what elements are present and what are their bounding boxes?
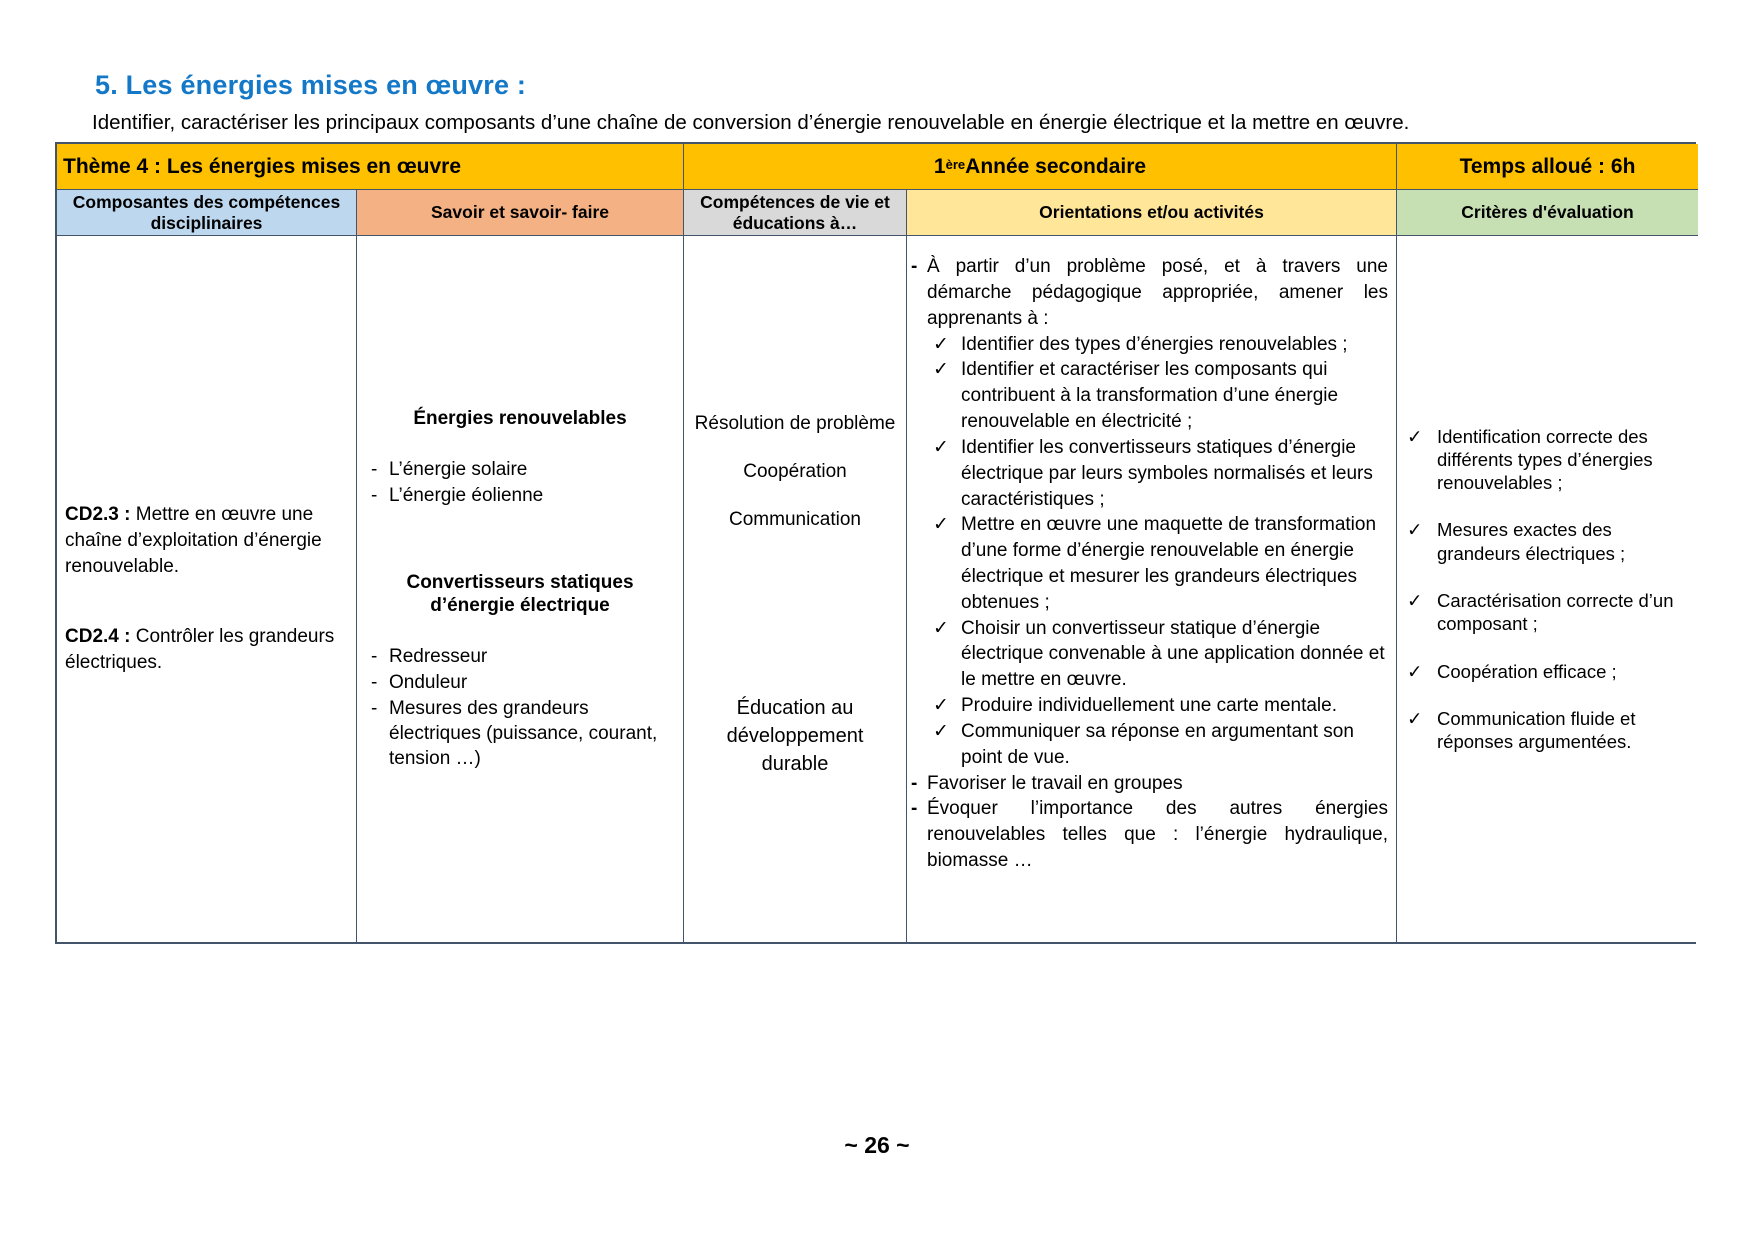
list-item-text: Identifier et caractériser les composants qui contribuent à la transformation d’une énergie renouvelable en électricité ; — [961, 359, 1339, 433]
cell-savoir — [357, 236, 684, 942]
list-item — [1407, 660, 1690, 683]
dash-icon: - — [371, 697, 378, 719]
column-header-savoir: Savoir et savoir- faire — [357, 190, 684, 236]
orientation-dash-item — [911, 796, 1388, 873]
list-item — [371, 670, 669, 696]
list-item — [933, 332, 1388, 358]
list-item — [933, 357, 1388, 434]
check-icon: ✓ — [933, 695, 949, 717]
column-header-composantes: Composantes des compétences disciplinaires — [57, 190, 357, 236]
dash-icon: - — [911, 772, 918, 794]
competence-code: CD2.4 : — [65, 625, 131, 647]
list-item-text: Mesures exactes des grandeurs électriques ; — [1437, 519, 1626, 564]
dash-icon: - — [371, 484, 378, 506]
list-item-text: Caractérisation correcte d’un composant ; — [1437, 590, 1674, 635]
table-year-cell: 1 $^{ère}$ Année secondaire — [684, 144, 1397, 190]
orientation-check-list — [911, 332, 1388, 771]
list-item — [933, 512, 1388, 615]
section-heading: 5. Les énergies mises en œuvre : — [95, 70, 527, 100]
competence-code: CD2.3 : — [65, 504, 131, 526]
savoir-section-title: Convertisseurs statiques d’énergie électrique — [406, 571, 634, 617]
table-theme-cell — [57, 144, 684, 190]
dash-icon: - — [371, 646, 378, 668]
dash-icon: - — [911, 798, 918, 820]
list-item — [1407, 425, 1690, 495]
dash-icon: - — [371, 671, 378, 693]
check-icon: ✓ — [933, 720, 949, 742]
check-icon: ✓ — [933, 333, 949, 355]
competence-text: Mettre en œuvre une chaîne d’exploitation d’énergie renouvelable. — [65, 504, 322, 578]
list-item-text: Identifier des types d’énergies renouvelables ; — [961, 333, 1348, 355]
list-item — [1407, 589, 1690, 636]
list-item — [371, 457, 669, 483]
list-item-text: Mesures des grandeurs électriques (puissance, courant, tension …) — [389, 697, 658, 769]
competence-item — [65, 502, 348, 579]
competence-text: Contrôler les grandeurs électriques. — [65, 625, 335, 673]
list-item-text: Communiquer sa réponse en argumentant son point de vue. — [961, 720, 1354, 768]
list-item-text: L’énergie éolienne — [389, 484, 544, 506]
header-block — [0, 70, 1754, 136]
check-icon: ✓ — [933, 617, 949, 639]
year-label: Année secondaire — [965, 154, 1147, 178]
list-item — [933, 693, 1388, 719]
page-number: ~ 26 ~ — [844, 1132, 910, 1159]
vie-item: Communication — [729, 509, 861, 531]
list-item-text: Identification correcte des différents types d’énergies renouvelables ; — [1437, 425, 1653, 494]
orientation-intro-text: À partir d’un problème posé, et à travers une démarche pédagogique appropriée, amener les apprenants à : — [927, 256, 1388, 329]
column-header-orientations: Orientations et/ou activités — [907, 190, 1397, 236]
vie-education-item: Éducation au développement durable — [726, 697, 864, 776]
list-item-text: Redresseur — [389, 646, 488, 668]
list-item-text: Mettre en œuvre une maquette de transformation d’une forme d’énergie renouvelable en énergie électrique et mesurer les grandeurs électriques obtenues ; — [961, 514, 1377, 613]
intro-text: Identifier, caractériser les principaux composants d’une chaîne de conversion d’énergie renouvelable en énergie électrique et la mettre en œuvre. — [92, 111, 1410, 134]
cell-criteres — [1397, 236, 1698, 942]
list-item-text: Favoriser le travail en groupes — [927, 772, 1183, 794]
list-item-text: Identifier les convertisseurs statiques d’énergie électrique par leurs symboles normalisés et leurs caractéristiques ; — [961, 436, 1373, 510]
list-item — [933, 616, 1388, 693]
list-item — [933, 435, 1388, 512]
list-item-text: Onduleur — [389, 671, 468, 693]
list-item-text: Produire individuellement une carte mentale. — [961, 695, 1337, 717]
check-icon: ✓ — [933, 359, 949, 381]
list-item — [371, 644, 669, 670]
column-header-criteres: Critères d'évaluation — [1397, 190, 1698, 236]
column-header-competences-vie: Compétences de vie et éducations à… — [684, 190, 907, 236]
cell-orientations — [907, 236, 1397, 942]
cell-competences-vie — [684, 236, 907, 942]
time-label: Temps alloué : 6h — [1459, 154, 1636, 178]
year-number: 1 — [933, 154, 946, 178]
savoir-section-title: Énergies renouvelables — [413, 408, 627, 430]
check-icon: ✓ — [1407, 590, 1423, 612]
orientation-dash-item — [911, 771, 1388, 797]
check-icon: ✓ — [1407, 660, 1423, 682]
list-item-text: Évoquer l’importance des autres énergies renouvelables telles que : l’énergie hydraulique, biomasse … — [927, 798, 1388, 872]
list-item-text: Coopération efficace ; — [1437, 660, 1617, 682]
list-item-text: L’énergie solaire — [389, 458, 528, 480]
dash-icon: - — [911, 256, 918, 278]
check-icon: ✓ — [933, 514, 949, 536]
check-icon: ✓ — [933, 436, 949, 458]
dash-icon: - — [371, 458, 378, 480]
list-item-text: Choisir un convertisseur statique d’énergie électrique convenable à une application donnée et le mettre en œuvre. — [961, 617, 1385, 691]
list-item — [371, 483, 669, 509]
savoir-section-convertisseurs — [371, 571, 669, 771]
curriculum-table — [55, 142, 1696, 944]
theme-label: Thème 4 : Les énergies mises en œuvre — [63, 154, 461, 178]
list-item-text: Communication fluide et réponses argumentées. — [1437, 707, 1636, 753]
list-item — [933, 719, 1388, 771]
competence-item — [65, 624, 348, 676]
check-icon: ✓ — [1407, 707, 1423, 729]
orientation-intro — [911, 254, 1388, 331]
table-time-cell — [1397, 144, 1698, 190]
list-item — [1407, 518, 1690, 565]
savoir-section-energies — [371, 407, 669, 508]
vie-item: Coopération — [743, 461, 847, 483]
list-item — [371, 696, 669, 771]
check-icon: ✓ — [1407, 519, 1423, 541]
list-item — [1407, 707, 1690, 754]
check-icon: ✓ — [1407, 425, 1423, 447]
cell-composantes — [57, 236, 357, 942]
vie-items-group — [695, 400, 896, 544]
vie-item: Résolution de problème — [694, 413, 896, 435]
